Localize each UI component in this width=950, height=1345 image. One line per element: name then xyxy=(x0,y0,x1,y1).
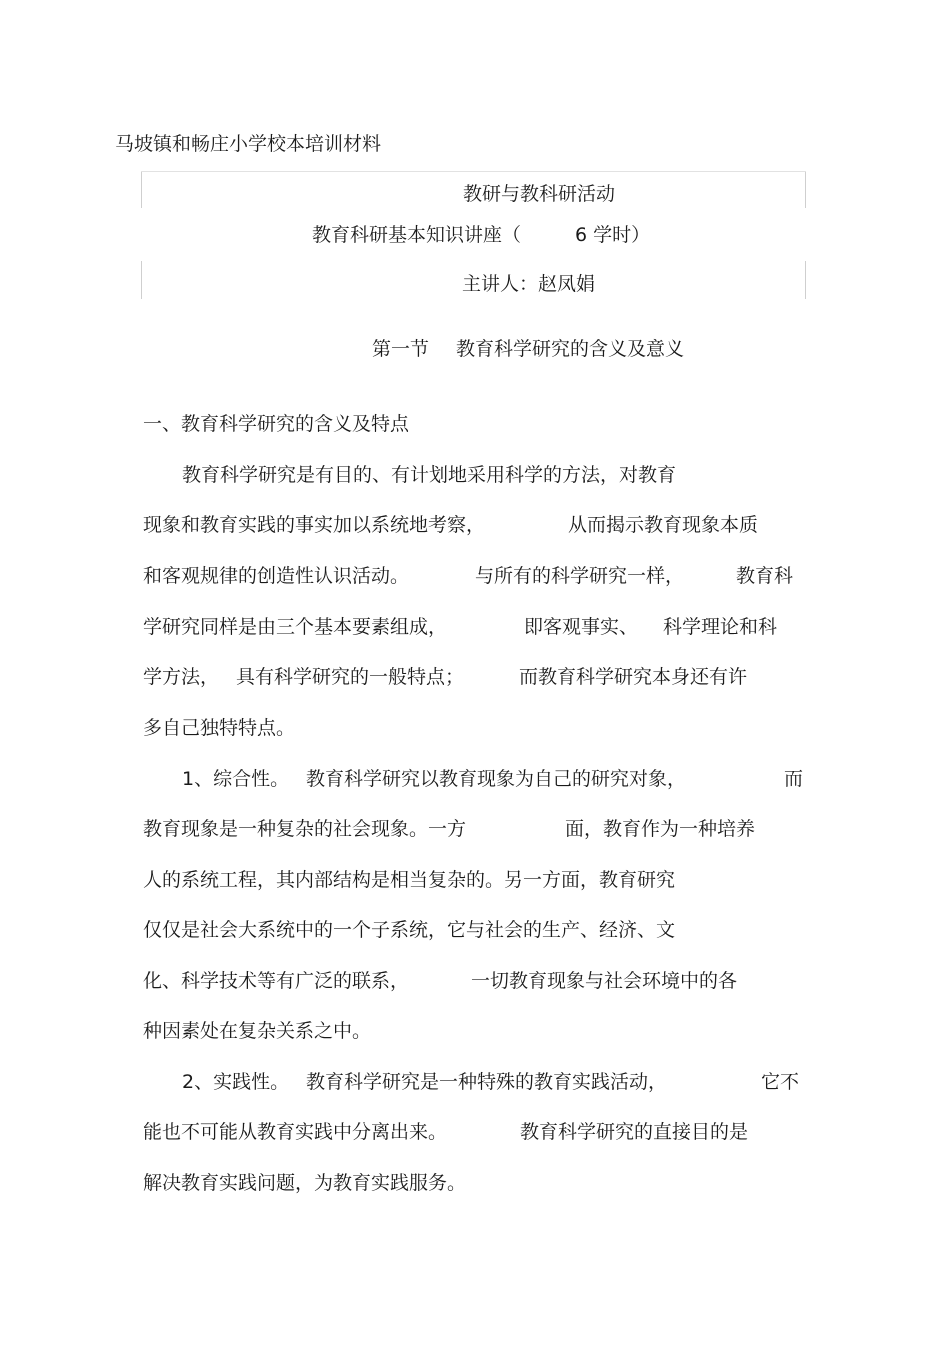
paragraph-line: 现象和教育实践的事实加以系统地考察， xyxy=(143,514,486,536)
paragraph-line: 化、科学技术等有广泛的联系， xyxy=(143,970,410,992)
paragraph-line: 从而揭示教育现象本质 xyxy=(568,514,759,536)
paragraph-line: 1、综合性。 xyxy=(182,768,290,790)
paragraph-line: 科学理论和科 xyxy=(663,616,778,638)
paragraph-line: 具有科学研究的一般特点； xyxy=(236,666,465,688)
paragraph-line: 学方法， xyxy=(143,666,220,688)
paragraph-line: 面，教育作为一种培养 xyxy=(565,818,756,840)
school-title: 马坡镇和畅庄小学校本培训材料 xyxy=(115,133,382,155)
paragraph-line: 即客观事实、 xyxy=(524,616,639,638)
paragraph-line: 与所有的科学研究一样， xyxy=(475,565,685,587)
paragraph-line: 种因素处在复杂关系之中。 xyxy=(143,1020,372,1042)
paragraph-line: 解决教育实践问题，为教育实践服务。 xyxy=(143,1172,467,1194)
header-box-top-border xyxy=(141,171,806,172)
paragraph-line: 学研究同样是由三个基本要素组成， xyxy=(143,616,448,638)
header-box-left-border-bottom xyxy=(141,261,142,299)
paragraph-line: 教育科学研究是有目的、有计划地采用科学的方法，对教育 xyxy=(182,464,677,486)
paragraph-line: 教育科 xyxy=(736,565,794,587)
paragraph-line: 教育现象是一种复杂的社会现象。一方 xyxy=(143,818,467,840)
activity-title: 教研与教科研活动 xyxy=(463,183,616,205)
section-title: 教育科学研究的含义及意义 xyxy=(456,338,685,360)
paragraph-line: 和客观规律的创造性认识活动。 xyxy=(143,565,410,587)
subsection-heading: 一、教育科学研究的含义及特点 xyxy=(143,413,410,435)
paragraph-line: 而教育科学研究本身还有许 xyxy=(519,666,748,688)
paragraph-line: 仅仅是社会大系统中的一个子系统，它与社会的生产、经济、文 xyxy=(143,919,676,941)
paragraph-line: 而 xyxy=(784,768,804,790)
speaker: 主讲人：赵凤娟 xyxy=(462,273,596,295)
paragraph-line: 2、实践性。 xyxy=(182,1071,290,1093)
header-box-left-border-top xyxy=(141,172,142,208)
lecture-hours: 6 学时） xyxy=(575,224,651,246)
paragraph-line: 一切教育现象与社会环境中的各 xyxy=(471,970,738,992)
paragraph-line: 教育科学研究的直接目的是 xyxy=(520,1121,749,1143)
section-number: 第一节 xyxy=(372,338,430,360)
paragraph-line: 能也不可能从教育实践中分离出来。 xyxy=(143,1121,448,1143)
paragraph-line: 人的系统工程，其内部结构是相当复杂的。另一方面，教育研究 xyxy=(143,869,676,891)
paragraph-line: 它不 xyxy=(761,1071,800,1093)
header-box-right-border-top xyxy=(805,172,806,208)
lecture-title: 教育科研基本知识讲座（ xyxy=(312,224,522,246)
paragraph-line: 教育科学研究是一种特殊的教育实践活动， xyxy=(306,1071,668,1093)
paragraph-line: 教育科学研究以教育现象为自己的研究对象， xyxy=(306,768,687,790)
header-box-right-border-bottom xyxy=(805,261,806,299)
paragraph-line: 多自己独特特点。 xyxy=(143,717,296,739)
